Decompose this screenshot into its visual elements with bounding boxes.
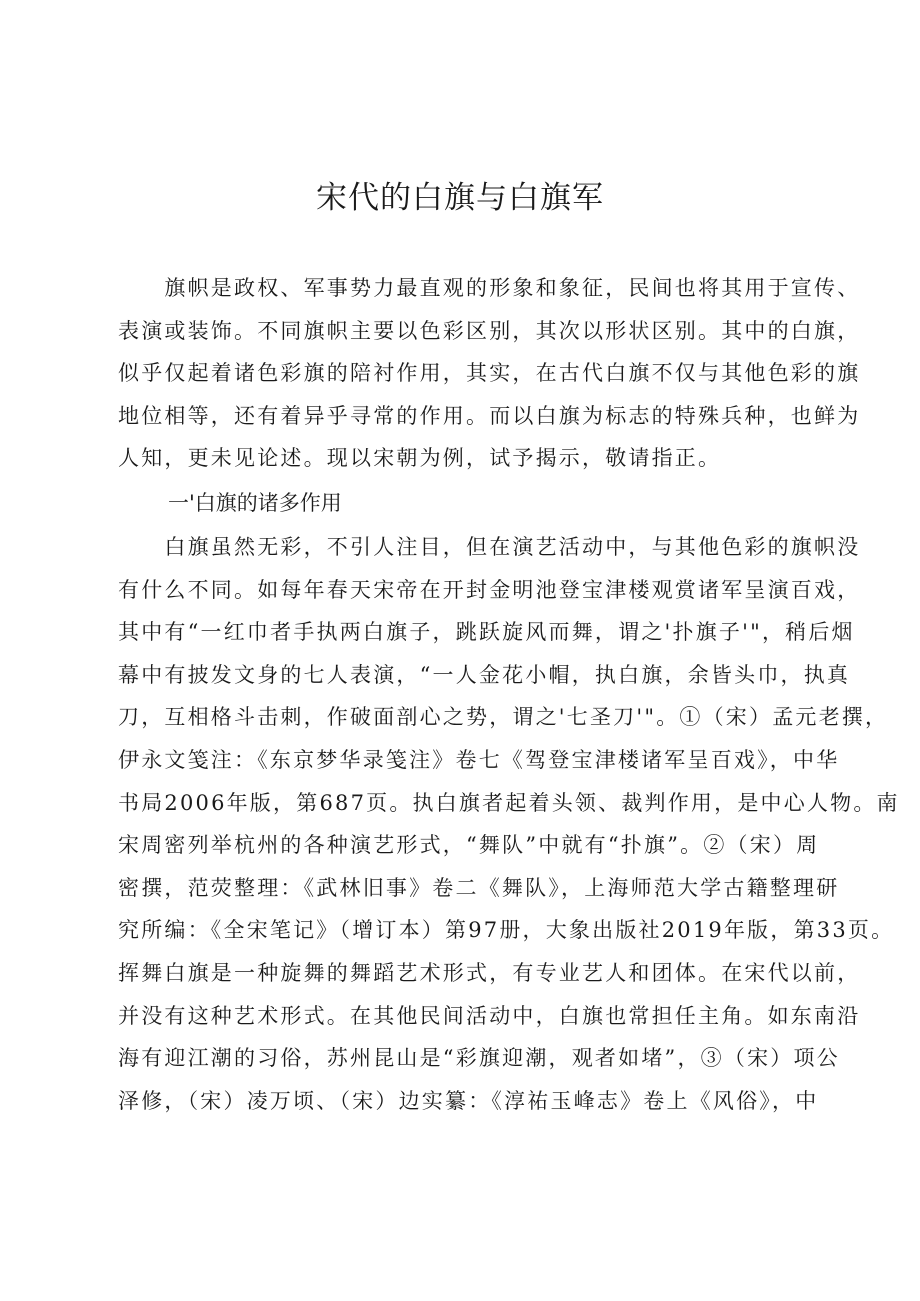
paragraph-line: 其中有“一红巾者手执两白旗子，跳跃旋风而舞，谓之'扑旗子'"，稍后烟 xyxy=(118,620,855,645)
paragraph-line: 宋周密列举杭州的各种演艺形式，“舞队”中就有“扑旗”。②（宋）周 xyxy=(118,833,820,858)
paragraph-line: 地位相等，还有着异乎寻常的作用。而以白旗为标志的特殊兵种，也鲜为 xyxy=(118,403,861,428)
paragraph-line: 泽修，（宋）凌万顷、（宋）边实纂：《淳祐玉峰志》卷上《风俗》，中 xyxy=(118,1088,819,1113)
paragraph-line: 并没有这种艺术形式。在其他民间活动中，白旗也常担任主角。如东南沿 xyxy=(118,1003,861,1028)
paragraph-line: 表演或装饰。不同旗帜主要以色彩区别，其次以形状区别。其中的白旗， xyxy=(118,318,861,343)
paragraph-line: 书局2006年版，第687页。执白旗者起着头领、裁判作用，是中心人物。南 xyxy=(118,790,900,815)
paragraph-line: 刀，互相格斗击刺，作破面剖心之势，谓之'七圣刀'"。①（宋）孟元老撰， xyxy=(118,705,889,730)
paragraph-line: 海有迎江潮的习俗，苏州昆山是“彩旗迎潮，观者如堵”，③（宋）项公 xyxy=(118,1046,840,1071)
intro-paragraph xyxy=(118,267,861,480)
section-heading: 一'白旗的诸多作用 xyxy=(168,491,342,515)
paragraph-line: 似乎仅起着诸色彩旗的陪衬作用，其实，在古代白旗不仅与其他色彩的旗 xyxy=(118,361,861,386)
paragraph-line: 旗帜是政权、军事势力最直观的形象和象征，民间也将其用于宣传、 xyxy=(118,276,861,300)
paragraph-line: 挥舞白旗是一种旋舞的舞蹈艺术形式，有专业艺人和团体。在宋代以前， xyxy=(118,960,861,985)
paragraph-line: 人知，更未见论述。现以宋朝为例，试予揭示，敬请指正。 xyxy=(118,446,722,471)
document-title: 宋代的白旗与白旗军 xyxy=(316,180,604,216)
paragraph-line: 伊永文笺注：《东京梦华录笺注》卷七《驾登宝津楼诸军呈百戏》，中华 xyxy=(118,747,840,772)
paragraph-line: 有什么不同。如每年春天宋帝在开封金明池登宝津楼观赏诸军呈演百戏， xyxy=(118,577,861,602)
paragraph-line: 密撰，范荧整理：《武林旧事》卷二《舞队》，上海师范大学古籍整理研 xyxy=(118,875,840,900)
section-paragraph xyxy=(118,526,900,1122)
paragraph-line: 幕中有披发文身的七人表演，“一人金花小帽，执白旗，余皆头巾，执真 xyxy=(118,662,851,687)
paragraph-line: 究所编：《全宋笔记》（增订本）第97册，大象出版社2019年版，第33页。 xyxy=(118,918,895,943)
paragraph-line: 白旗虽然无彩，不引人注目，但在演艺活动中，与其他色彩的旗帜没 xyxy=(118,535,861,559)
